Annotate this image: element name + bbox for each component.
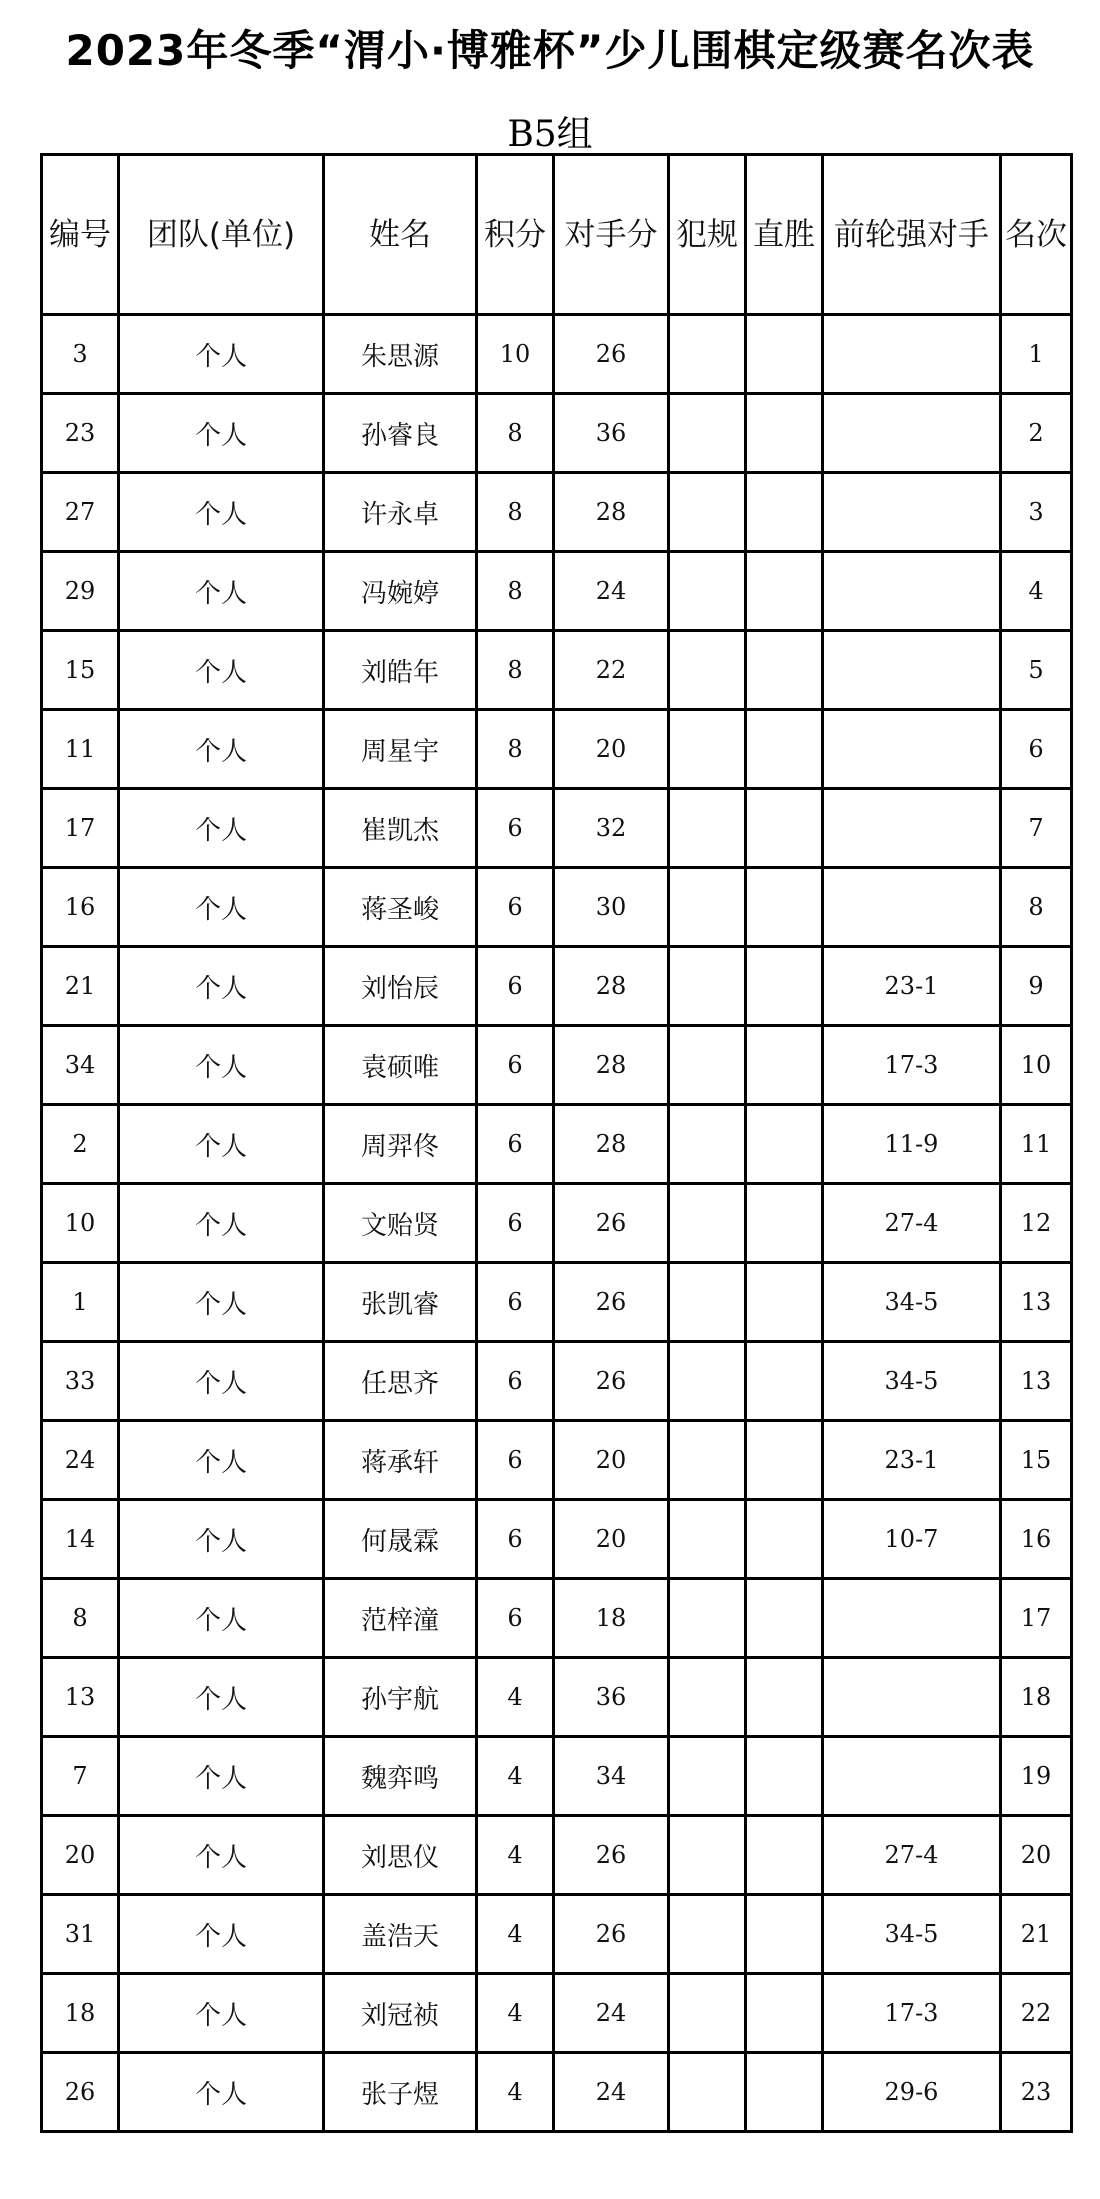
cell-rank: 12: [1001, 1184, 1072, 1263]
cell-team: 个人: [119, 710, 324, 789]
cell-team: 个人: [119, 1421, 324, 1500]
table-row: [42, 789, 1072, 868]
cell-name: 盖浩天: [324, 1895, 477, 1974]
cell-points: 6: [477, 789, 554, 868]
cell-opp-score: 18: [554, 1579, 669, 1658]
cell-direct-win: [746, 1026, 823, 1105]
cell-direct-win: [746, 868, 823, 947]
header-points: 积分: [477, 155, 554, 315]
cell-rank: 17: [1001, 1579, 1072, 1658]
cell-direct-win: [746, 473, 823, 552]
header-direct-win: 直胜: [746, 155, 823, 315]
cell-prev-strong: [823, 473, 1001, 552]
cell-direct-win: [746, 1579, 823, 1658]
cell-name: 刘怡辰: [324, 947, 477, 1026]
cell-foul: [669, 947, 746, 1026]
cell-id: 29: [42, 552, 119, 631]
cell-id: 26: [42, 2053, 119, 2132]
cell-team: 个人: [119, 1816, 324, 1895]
cell-points: 8: [477, 710, 554, 789]
cell-team: 个人: [119, 1184, 324, 1263]
cell-id: 31: [42, 1895, 119, 1974]
cell-team: 个人: [119, 1895, 324, 1974]
cell-direct-win: [746, 1658, 823, 1737]
cell-id: 33: [42, 1342, 119, 1421]
cell-direct-win: [746, 1263, 823, 1342]
header-name: 姓名: [324, 155, 477, 315]
cell-rank: 5: [1001, 631, 1072, 710]
table-row: [42, 710, 1072, 789]
table-row: [42, 868, 1072, 947]
table-row: [42, 631, 1072, 710]
cell-points: 6: [477, 868, 554, 947]
cell-id: 10: [42, 1184, 119, 1263]
cell-opp-score: 26: [554, 1816, 669, 1895]
cell-prev-strong: [823, 552, 1001, 631]
table-row: [42, 1737, 1072, 1816]
cell-foul: [669, 1658, 746, 1737]
cell-id: 16: [42, 868, 119, 947]
cell-rank: 2: [1001, 394, 1072, 473]
cell-prev-strong: [823, 710, 1001, 789]
header-opp-score: 对手分: [554, 155, 669, 315]
cell-foul: [669, 473, 746, 552]
cell-direct-win: [746, 789, 823, 868]
cell-points: 6: [477, 1579, 554, 1658]
cell-foul: [669, 1974, 746, 2053]
cell-opp-score: 24: [554, 2053, 669, 2132]
cell-name: 孙睿良: [324, 394, 477, 473]
table-row: [42, 1579, 1072, 1658]
table-row: [42, 1105, 1072, 1184]
cell-team: 个人: [119, 631, 324, 710]
cell-rank: 8: [1001, 868, 1072, 947]
cell-name: 范梓潼: [324, 1579, 477, 1658]
cell-name: 周星宇: [324, 710, 477, 789]
cell-rank: 4: [1001, 552, 1072, 631]
cell-id: 15: [42, 631, 119, 710]
cell-rank: 13: [1001, 1263, 1072, 1342]
cell-team: 个人: [119, 789, 324, 868]
cell-opp-score: 32: [554, 789, 669, 868]
cell-prev-strong: [823, 631, 1001, 710]
cell-prev-strong: 34-5: [823, 1263, 1001, 1342]
cell-team: 个人: [119, 1026, 324, 1105]
cell-prev-strong: [823, 315, 1001, 394]
cell-opp-score: 20: [554, 710, 669, 789]
table-row: [42, 1342, 1072, 1421]
cell-prev-strong: 11-9: [823, 1105, 1001, 1184]
cell-team: 个人: [119, 1737, 324, 1816]
cell-name: 朱思源: [324, 315, 477, 394]
table-row: [42, 315, 1072, 394]
cell-opp-score: 26: [554, 1342, 669, 1421]
cell-opp-score: 26: [554, 315, 669, 394]
cell-foul: [669, 2053, 746, 2132]
table-row: [42, 1658, 1072, 1737]
cell-rank: 1: [1001, 315, 1072, 394]
cell-name: 蒋承轩: [324, 1421, 477, 1500]
cell-opp-score: 20: [554, 1500, 669, 1579]
header-row: [42, 155, 1072, 315]
header-team: 团队(单位): [119, 155, 324, 315]
cell-name: 崔凯杰: [324, 789, 477, 868]
cell-points: 4: [477, 1974, 554, 2053]
cell-points: 4: [477, 1895, 554, 1974]
cell-prev-strong: 29-6: [823, 2053, 1001, 2132]
cell-prev-strong: 10-7: [823, 1500, 1001, 1579]
cell-points: 6: [477, 1500, 554, 1579]
cell-direct-win: [746, 315, 823, 394]
cell-direct-win: [746, 947, 823, 1026]
header-id: 编号: [42, 155, 119, 315]
table-row: [42, 394, 1072, 473]
cell-direct-win: [746, 1105, 823, 1184]
cell-id: 7: [42, 1737, 119, 1816]
cell-direct-win: [746, 394, 823, 473]
cell-direct-win: [746, 1421, 823, 1500]
cell-foul: [669, 1895, 746, 1974]
cell-id: 20: [42, 1816, 119, 1895]
cell-name: 许永卓: [324, 473, 477, 552]
cell-points: 6: [477, 947, 554, 1026]
cell-opp-score: 22: [554, 631, 669, 710]
cell-prev-strong: 17-3: [823, 1026, 1001, 1105]
cell-rank: 20: [1001, 1816, 1072, 1895]
cell-foul: [669, 1263, 746, 1342]
cell-opp-score: 26: [554, 1184, 669, 1263]
table-row: [42, 947, 1072, 1026]
cell-prev-strong: 34-5: [823, 1895, 1001, 1974]
cell-direct-win: [746, 552, 823, 631]
cell-prev-strong: 27-4: [823, 1184, 1001, 1263]
cell-team: 个人: [119, 868, 324, 947]
cell-team: 个人: [119, 1105, 324, 1184]
cell-rank: 23: [1001, 2053, 1072, 2132]
table-row: [42, 1816, 1072, 1895]
cell-team: 个人: [119, 1263, 324, 1342]
cell-id: 13: [42, 1658, 119, 1737]
cell-opp-score: 28: [554, 947, 669, 1026]
cell-team: 个人: [119, 394, 324, 473]
cell-foul: [669, 394, 746, 473]
table-row: [42, 1974, 1072, 2053]
table-row: [42, 1026, 1072, 1105]
cell-prev-strong: [823, 394, 1001, 473]
cell-prev-strong: [823, 1658, 1001, 1737]
cell-id: 11: [42, 710, 119, 789]
cell-opp-score: 28: [554, 1026, 669, 1105]
cell-team: 个人: [119, 1500, 324, 1579]
cell-opp-score: 36: [554, 394, 669, 473]
cell-foul: [669, 1500, 746, 1579]
cell-team: 个人: [119, 552, 324, 631]
cell-points: 6: [477, 1342, 554, 1421]
cell-team: 个人: [119, 1342, 324, 1421]
cell-points: 6: [477, 1421, 554, 1500]
cell-name: 何晟霖: [324, 1500, 477, 1579]
cell-name: 冯婉婷: [324, 552, 477, 631]
cell-foul: [669, 1105, 746, 1184]
cell-id: 18: [42, 1974, 119, 2053]
cell-id: 14: [42, 1500, 119, 1579]
cell-rank: 16: [1001, 1500, 1072, 1579]
cell-name: 袁硕唯: [324, 1026, 477, 1105]
cell-id: 17: [42, 789, 119, 868]
table-row: [42, 1895, 1072, 1974]
cell-foul: [669, 552, 746, 631]
table-body: [42, 315, 1072, 2132]
cell-points: 6: [477, 1026, 554, 1105]
cell-points: 4: [477, 1816, 554, 1895]
cell-team: 个人: [119, 2053, 324, 2132]
cell-opp-score: 36: [554, 1658, 669, 1737]
cell-id: 24: [42, 1421, 119, 1500]
table-row: [42, 552, 1072, 631]
cell-name: 刘皓年: [324, 631, 477, 710]
table-row: [42, 1184, 1072, 1263]
cell-opp-score: 34: [554, 1737, 669, 1816]
cell-foul: [669, 315, 746, 394]
cell-rank: 18: [1001, 1658, 1072, 1737]
cell-team: 个人: [119, 1579, 324, 1658]
cell-prev-strong: [823, 789, 1001, 868]
table-row: [42, 2053, 1072, 2132]
cell-rank: 7: [1001, 789, 1072, 868]
cell-team: 个人: [119, 1658, 324, 1737]
cell-opp-score: 24: [554, 552, 669, 631]
cell-rank: 15: [1001, 1421, 1072, 1500]
cell-prev-strong: 23-1: [823, 1421, 1001, 1500]
cell-opp-score: 28: [554, 1105, 669, 1184]
header-rank: 名次: [1001, 155, 1072, 315]
cell-direct-win: [746, 1895, 823, 1974]
cell-name: 孙宇航: [324, 1658, 477, 1737]
cell-opp-score: 30: [554, 868, 669, 947]
cell-points: 10: [477, 315, 554, 394]
cell-prev-strong: 17-3: [823, 1974, 1001, 2053]
cell-id: 2: [42, 1105, 119, 1184]
cell-foul: [669, 1579, 746, 1658]
cell-direct-win: [746, 1184, 823, 1263]
header-prev-strong: 前轮强对手: [823, 155, 1001, 315]
cell-opp-score: 24: [554, 1974, 669, 2053]
cell-direct-win: [746, 631, 823, 710]
cell-rank: 13: [1001, 1342, 1072, 1421]
cell-team: 个人: [119, 1974, 324, 2053]
cell-name: 蒋圣峻: [324, 868, 477, 947]
cell-points: 8: [477, 394, 554, 473]
cell-prev-strong: [823, 1579, 1001, 1658]
cell-foul: [669, 868, 746, 947]
cell-opp-score: 20: [554, 1421, 669, 1500]
cell-prev-strong: 34-5: [823, 1342, 1001, 1421]
cell-id: 21: [42, 947, 119, 1026]
cell-direct-win: [746, 2053, 823, 2132]
cell-direct-win: [746, 710, 823, 789]
cell-prev-strong: [823, 1737, 1001, 1816]
cell-name: 张子煜: [324, 2053, 477, 2132]
cell-rank: 22: [1001, 1974, 1072, 2053]
cell-name: 周羿佟: [324, 1105, 477, 1184]
cell-opp-score: 26: [554, 1895, 669, 1974]
cell-points: 4: [477, 2053, 554, 2132]
cell-name: 任思齐: [324, 1342, 477, 1421]
cell-prev-strong: 27-4: [823, 1816, 1001, 1895]
header-foul: 犯规: [669, 155, 746, 315]
cell-direct-win: [746, 1974, 823, 2053]
table-row: [42, 1421, 1072, 1500]
cell-points: 8: [477, 473, 554, 552]
group-label: B5组: [507, 114, 593, 155]
cell-direct-win: [746, 1342, 823, 1421]
cell-points: 4: [477, 1658, 554, 1737]
cell-points: 4: [477, 1737, 554, 1816]
cell-foul: [669, 1342, 746, 1421]
cell-points: 6: [477, 1263, 554, 1342]
cell-name: 魏弈鸣: [324, 1737, 477, 1816]
table-row: [42, 473, 1072, 552]
cell-name: 刘思仪: [324, 1816, 477, 1895]
cell-foul: [669, 1737, 746, 1816]
cell-rank: 3: [1001, 473, 1072, 552]
cell-rank: 9: [1001, 947, 1072, 1026]
cell-rank: 21: [1001, 1895, 1072, 1974]
cell-team: 个人: [119, 315, 324, 394]
cell-points: 6: [477, 1105, 554, 1184]
cell-team: 个人: [119, 473, 324, 552]
cell-foul: [669, 1026, 746, 1105]
cell-rank: 19: [1001, 1737, 1072, 1816]
cell-points: 6: [477, 1184, 554, 1263]
cell-foul: [669, 1816, 746, 1895]
cell-id: 27: [42, 473, 119, 552]
cell-foul: [669, 710, 746, 789]
cell-id: 3: [42, 315, 119, 394]
cell-opp-score: 28: [554, 473, 669, 552]
table-row: [42, 1263, 1072, 1342]
table-row: [42, 1500, 1072, 1579]
cell-opp-score: 26: [554, 1263, 669, 1342]
cell-direct-win: [746, 1737, 823, 1816]
cell-rank: 11: [1001, 1105, 1072, 1184]
cell-team: 个人: [119, 947, 324, 1026]
cell-rank: 6: [1001, 710, 1072, 789]
cell-id: 8: [42, 1579, 119, 1658]
cell-name: 文贻贤: [324, 1184, 477, 1263]
page-title: 2023年冬季“渭小·博雅杯”少儿围棋定级赛名次表: [65, 26, 1035, 75]
cell-prev-strong: 23-1: [823, 947, 1001, 1026]
cell-direct-win: [746, 1816, 823, 1895]
cell-id: 1: [42, 1263, 119, 1342]
cell-name: 刘冠祯: [324, 1974, 477, 2053]
cell-foul: [669, 631, 746, 710]
ranking-table: [40, 153, 1073, 2133]
cell-foul: [669, 789, 746, 868]
cell-rank: 10: [1001, 1026, 1072, 1105]
cell-id: 23: [42, 394, 119, 473]
cell-foul: [669, 1184, 746, 1263]
cell-direct-win: [746, 1500, 823, 1579]
cell-prev-strong: [823, 868, 1001, 947]
cell-name: 张凯睿: [324, 1263, 477, 1342]
cell-points: 8: [477, 552, 554, 631]
cell-foul: [669, 1421, 746, 1500]
cell-points: 8: [477, 631, 554, 710]
cell-id: 34: [42, 1026, 119, 1105]
